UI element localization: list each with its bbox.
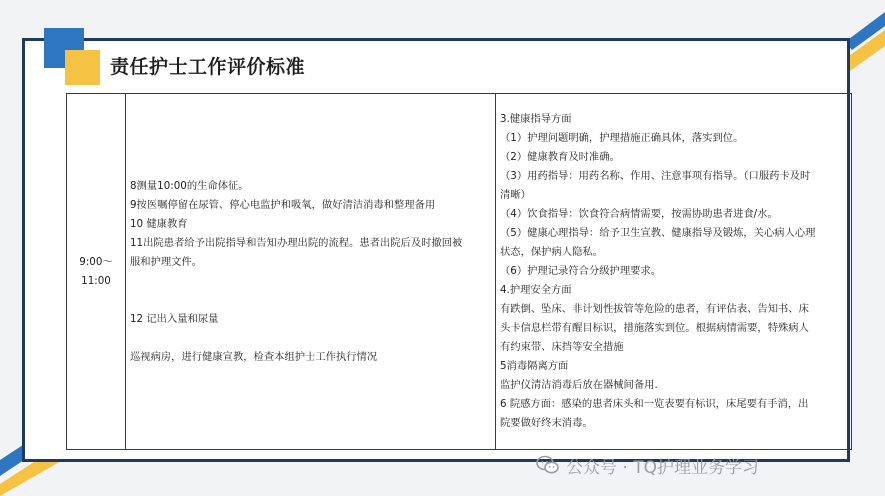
standard-line: 状态，保护病人隐私。 — [500, 246, 603, 258]
standard-line: 有约束带、床挡等安全措施 — [500, 341, 624, 353]
standard-line: （5）健康心理指导：给予卫生宣教、健康指导及锻炼，关心病人心理 — [500, 227, 816, 239]
standard-line: 5消毒隔离方面 — [500, 360, 569, 372]
title-deco-yellow-square — [65, 50, 100, 85]
standards-cell — [496, 94, 852, 450]
task-item: 巡视病房，进行健康宣教，检查本组护士工作执行情况 — [130, 350, 378, 363]
standard-line: 监护仪清洁消毒后放在器械间备用. — [500, 379, 658, 391]
standard-line: 清晰） — [500, 189, 531, 201]
time-end: 11:00 — [81, 274, 111, 287]
task-item: 8测量10:00的生命体征。 — [130, 179, 249, 192]
page-title: 责任护士工作评价标准 — [110, 56, 306, 78]
standard-line: 4.护理安全方面 — [500, 284, 572, 296]
task-item: 服和护理文件。 — [130, 255, 203, 268]
time-cell — [67, 94, 126, 450]
standard-line: （1）护理问题明确，护理措施正确具体，落实到位。 — [500, 132, 744, 144]
watermark-text: 公众号 · TQ护理业务学习 — [566, 457, 759, 478]
spacer — [130, 329, 491, 348]
standard-line: 有跌倒、坠床、非计划性拔管等危险的患者，有评估表、告知书、床 — [500, 303, 809, 315]
standard-line: 3.健康指导方面 — [500, 113, 572, 125]
spacer — [130, 272, 491, 310]
tasks-cell — [126, 94, 496, 450]
standard-line: 院要做好终末消毒。 — [500, 417, 593, 429]
standard-line: 头卡信息栏带有醒目标识，措施落实到位。根据病情需要，特殊病人 — [500, 322, 809, 334]
standard-line: （2）健康教育及时准确。 — [500, 151, 620, 163]
task-item: 10 健康教育 — [130, 217, 188, 230]
evaluation-table — [66, 93, 852, 450]
task-item: 12 记出入量和尿量 — [130, 312, 219, 325]
table-row — [67, 94, 852, 450]
task-item: 9按医嘱停留在尿管、停心电监护和吸氧，做好清洁消毒和整理备用 — [130, 198, 436, 211]
wechat-icon — [536, 454, 560, 476]
watermark — [536, 451, 759, 479]
task-item: 11出院患者给予出院指导和告知办理出院的流程。患者出院后及时撤回被 — [130, 236, 463, 249]
standard-line: 6 院感方面：感染的患者床头和一览表要有标识，床尾要有手消，出 — [500, 398, 809, 410]
standard-line: （4）饮食指导：饮食符合病情需要，按需协助患者进食/水。 — [500, 208, 778, 220]
time-start: 9:00～ — [79, 255, 113, 268]
standard-line: （3）用药指导：用药名称、作用、注意事项有指导。（口服药卡及时 — [500, 170, 811, 182]
standard-line: （6）护理记录符合分级护理要求。 — [500, 265, 662, 277]
